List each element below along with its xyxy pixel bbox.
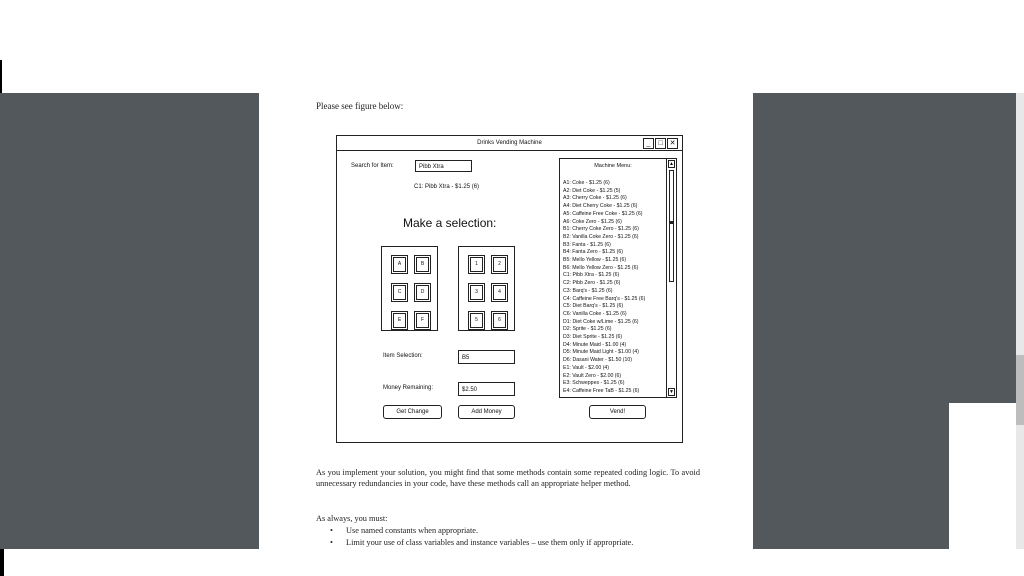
vend-button[interactable]: Vend! [589, 405, 646, 419]
menu-item: A4: Diet Cherry Coke - $1.25 (6) [563, 203, 638, 210]
menu-item: A2: Diet Coke - $1.25 (5) [563, 187, 621, 194]
menu-item: A3: Cherry Coke - $1.25 (6) [563, 195, 627, 202]
menu-item: B5: Mello Yellow - $1.25 (6) [563, 257, 627, 264]
browser-top-area [0, 0, 1024, 93]
viewer-background-left [0, 93, 259, 549]
number-keypad [458, 246, 515, 331]
menu-item: B3: Fanta - $1.25 (6) [563, 241, 611, 248]
window-body [337, 150, 682, 443]
key-b[interactable]: B [416, 257, 429, 272]
selection-heading: Make a selection: [403, 216, 497, 230]
menu-item: B4: Fanta Zero - $1.25 (6) [563, 249, 623, 256]
menu-item: D6: Dasani Water - $1.50 (10) [563, 357, 633, 364]
maximize-icon[interactable]: □ [655, 138, 666, 149]
menu-scrollbar-thumb[interactable] [669, 170, 674, 282]
menu-item: D2: Sprite - $1.25 (6) [563, 326, 612, 333]
minimize-icon[interactable]: _ [643, 138, 654, 149]
item-selection-field[interactable]: B5 [458, 350, 515, 364]
scroll-grip-icon [669, 221, 674, 224]
document-page [259, 93, 753, 549]
scroll-up-icon[interactable]: ▲ [669, 161, 674, 167]
overlay-panel [949, 403, 1024, 549]
menu-item: B2: Vanilla Coke Zero - $1.25 (6) [563, 233, 639, 240]
close-icon[interactable]: ✕ [667, 138, 678, 149]
key-4[interactable]: 4 [493, 285, 506, 300]
menu-item: D1: Diet Coke w/Lime - $1.25 (6) [563, 318, 639, 325]
key-a[interactable]: A [393, 257, 406, 272]
search-label: Search for Item: [351, 163, 394, 169]
menu-item: C2: Pibb Zero - $1.25 (6) [563, 280, 621, 287]
must-intro: As always, you must: [316, 514, 388, 523]
menu-title: Machine Menu: [594, 163, 632, 169]
key-1[interactable]: 1 [470, 257, 483, 272]
key-2[interactable]: 2 [493, 257, 506, 272]
key-6[interactable]: 6 [493, 313, 506, 328]
menu-scrollbar[interactable] [666, 159, 676, 397]
menu-item: E4: Caffeine Free TaB - $1.25 (6) [563, 387, 640, 394]
menu-item: E1: Vault - $2.00 (4) [563, 364, 610, 371]
search-input[interactable]: Pibb Xtra [415, 160, 472, 172]
key-d[interactable]: D [416, 285, 429, 300]
page-scrollbar[interactable] [1016, 93, 1024, 549]
requirements-list [335, 525, 735, 549]
menu-item: E3: Schweppes - $1.25 (6) [563, 380, 625, 387]
menu-item: A5: Caffeine Free Coke - $1.25 (6) [563, 210, 643, 217]
key-c[interactable]: C [393, 285, 406, 300]
menu-item: A6: Coke Zero - $1.25 (6) [563, 218, 622, 225]
menu-item: C5: Diet Barq's - $1.25 (6) [563, 303, 624, 310]
intro-text: Please see figure below: [316, 101, 404, 111]
key-5[interactable]: 5 [470, 313, 483, 328]
add-money-button[interactable]: Add Money [458, 405, 515, 419]
money-remaining-field[interactable]: $2.50 [458, 382, 515, 396]
menu-item: D4: Minute Maid - $1.00 (4) [563, 341, 627, 348]
menu-item: C6: Vanilla Coke - $1.25 (6) [563, 310, 627, 317]
menu-item: A1: Coke - $1.25 (6) [563, 180, 610, 186]
vending-machine-window [336, 135, 683, 443]
menu-item: C4: Caffeine Free Barq's - $1.25 (6) [563, 295, 646, 302]
key-f[interactable]: F [416, 313, 429, 328]
page-scrollbar-thumb[interactable] [1016, 355, 1024, 425]
menu-item: B1: Cherry Coke Zero - $1.25 (6) [563, 226, 639, 233]
letter-keypad [381, 246, 438, 331]
window-edge-marker-bottom [0, 549, 4, 576]
list-item: • Use named constants when appropriate. [335, 525, 735, 537]
menu-item: D5: Minute Maid Light - $1.00 (4) [563, 349, 639, 356]
key-e[interactable]: E [393, 313, 406, 328]
money-remaining-label: Money Remaining: [383, 385, 434, 391]
get-change-button[interactable]: Get Change [383, 405, 442, 419]
key-3[interactable]: 3 [470, 285, 483, 300]
window-title: Drinks Vending Machine [477, 140, 542, 146]
menu-item: C3: Barq's - $1.25 (6) [563, 287, 613, 294]
menu-item: E2: Vault Zero - $2.00 (6) [563, 372, 622, 379]
menu-item: C1: Pibb Xtra - $1.25 (6) [563, 272, 620, 279]
window-edge-marker [0, 60, 2, 93]
list-item: • Limit your use of class variables and instance variables – use them only if appropriate. [335, 537, 735, 549]
scroll-down-icon[interactable]: ▼ [669, 389, 674, 395]
helper-method-paragraph: As you implement your solution, you might find that some methods contain some repeated coding logic. To avoid unnecessary redundancies in your code, have these methods call an appropriate helper method. [316, 468, 700, 488]
machine-menu [559, 158, 677, 398]
search-result: C1: Pibb Xtra - $1.25 (6) [414, 184, 480, 190]
menu-item: B6: Mello Yellow Zero - $1.25 (6) [563, 264, 639, 271]
browser-bottom-area [0, 549, 1024, 576]
menu-item: D3: Diet Sprite - $1.25 (6) [563, 334, 623, 341]
item-selection-label: Item Selection: [383, 353, 423, 359]
menu-list [563, 180, 669, 396]
